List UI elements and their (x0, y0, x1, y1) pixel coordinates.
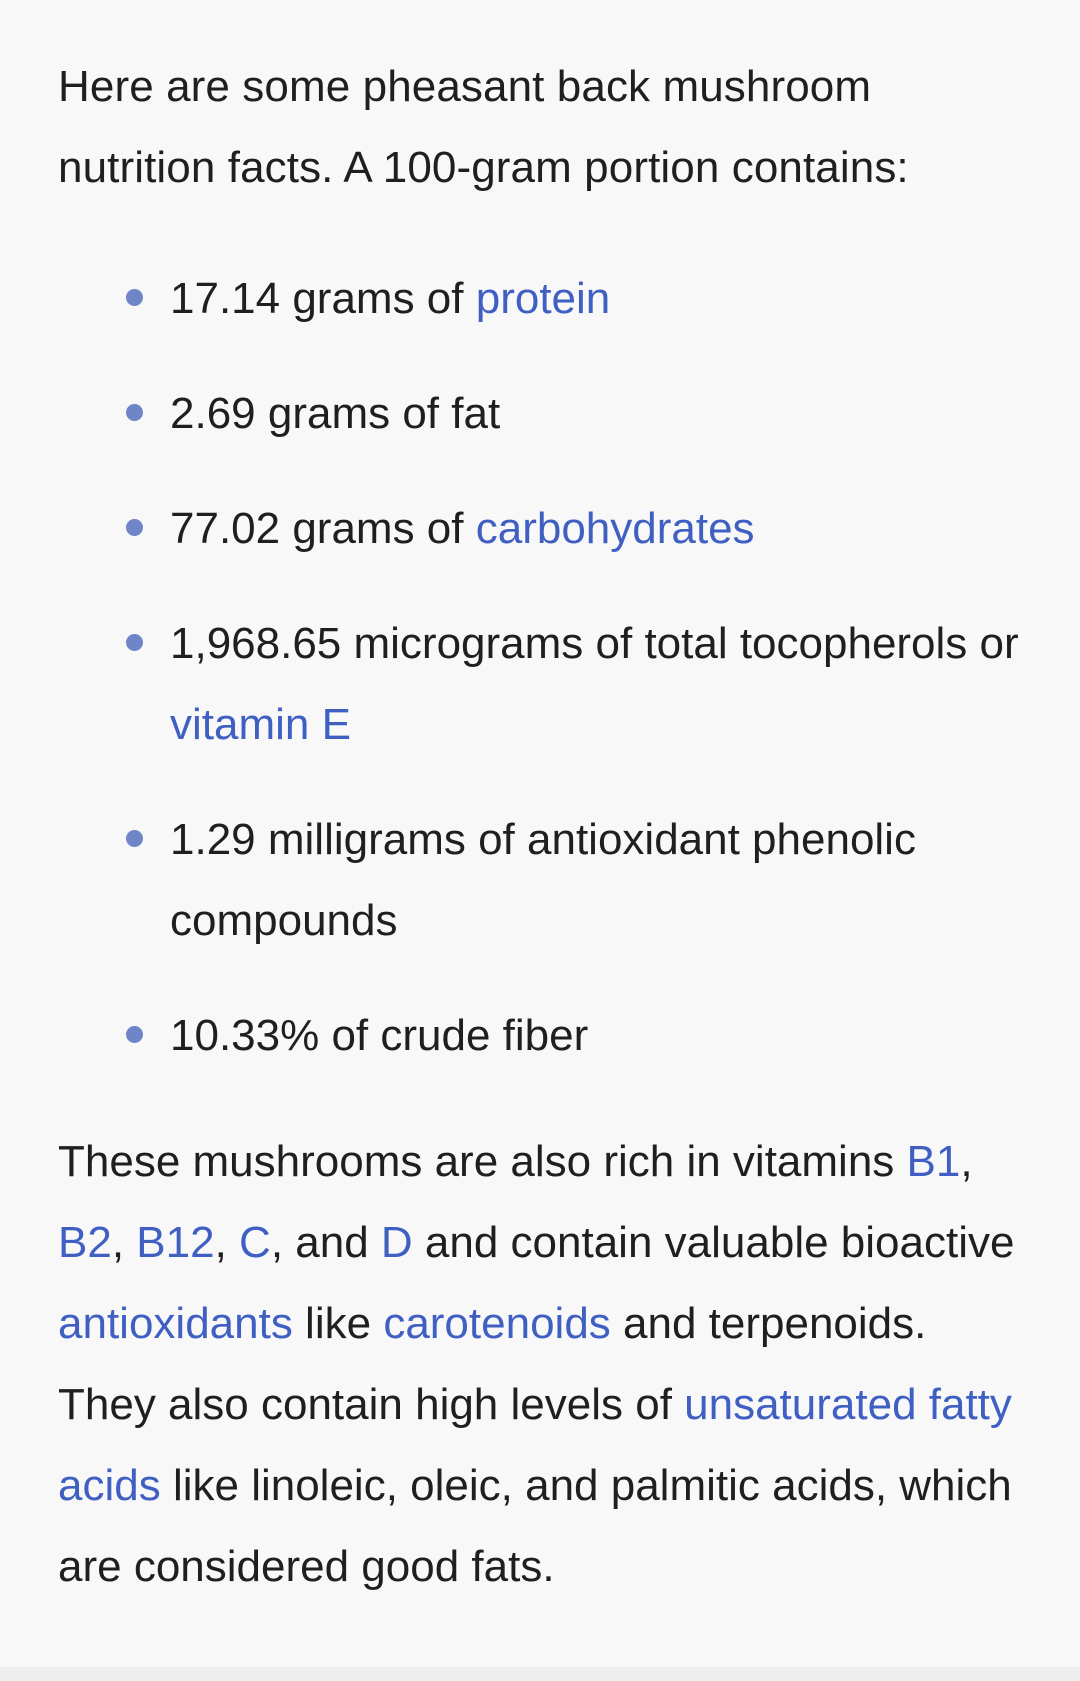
bottom-edge (0, 1667, 1080, 1681)
antioxidants-link[interactable]: antioxidants (58, 1299, 293, 1348)
paragraph-text: These mushrooms are also rich in vitamins (58, 1137, 907, 1186)
separator-text: , (214, 1218, 240, 1267)
additional-nutrition-paragraph (58, 1121, 1018, 1607)
list-item-phenolic-compounds (58, 799, 1020, 961)
paragraph-text: like linoleic, oleic, and palmitic acids, which are considered good fats. (58, 1461, 1012, 1591)
carbohydrates-link[interactable]: carbohydrates (475, 504, 755, 553)
fact-text: 77.02 grams of (170, 504, 476, 553)
fact-text: 2.69 grams of fat (170, 389, 501, 438)
protein-link[interactable]: protein (475, 274, 611, 323)
unsaturated-fatty-acids-link[interactable]: unsaturated fatty acids (58, 1380, 1012, 1510)
intro-paragraph: Here are some pheasant back mushroom nutrition facts. A 100-gram portion contains: (58, 62, 909, 192)
fact-text: 1.29 milligrams of antioxidant phenolic compounds (170, 815, 916, 945)
vitamin-d-link[interactable]: D (380, 1218, 413, 1267)
separator-text: , (960, 1137, 973, 1186)
fact-text: 17.14 grams of (170, 274, 476, 323)
list-item-protein (58, 258, 1020, 339)
carotenoids-link[interactable]: carotenoids (383, 1299, 611, 1348)
paragraph-text: like (292, 1299, 384, 1348)
paragraph-text: and terpenoids. They also contain high levels of (58, 1299, 927, 1429)
vitamin-b1-link[interactable]: B1 (906, 1137, 961, 1186)
bullet-icon (126, 519, 143, 536)
vitamin-e-link[interactable]: vitamin E (170, 700, 351, 749)
vitamin-c-link[interactable]: C (239, 1218, 271, 1267)
nutrition-facts-list (58, 258, 1020, 1076)
separator-text: , and (270, 1218, 381, 1267)
paragraph-text: and contain valuable bioactive (412, 1218, 1015, 1267)
fact-text: 1,968.65 micrograms of total tocopherols or (170, 619, 1019, 668)
bullet-icon (126, 289, 143, 306)
bullet-icon (126, 1026, 143, 1043)
list-item-carbohydrates (58, 488, 1020, 569)
vitamin-b12-link[interactable]: B12 (136, 1218, 215, 1267)
bullet-icon (126, 404, 143, 421)
bullet-icon (126, 634, 143, 651)
list-item-fat (58, 373, 1020, 454)
list-item-vitamin-e (58, 603, 1020, 765)
fact-text: 10.33% of crude fiber (170, 1011, 589, 1060)
bullet-icon (126, 830, 143, 847)
list-item-crude-fiber (58, 995, 1020, 1076)
vitamin-b2-link[interactable]: B2 (58, 1218, 112, 1267)
separator-text: , (111, 1218, 137, 1267)
